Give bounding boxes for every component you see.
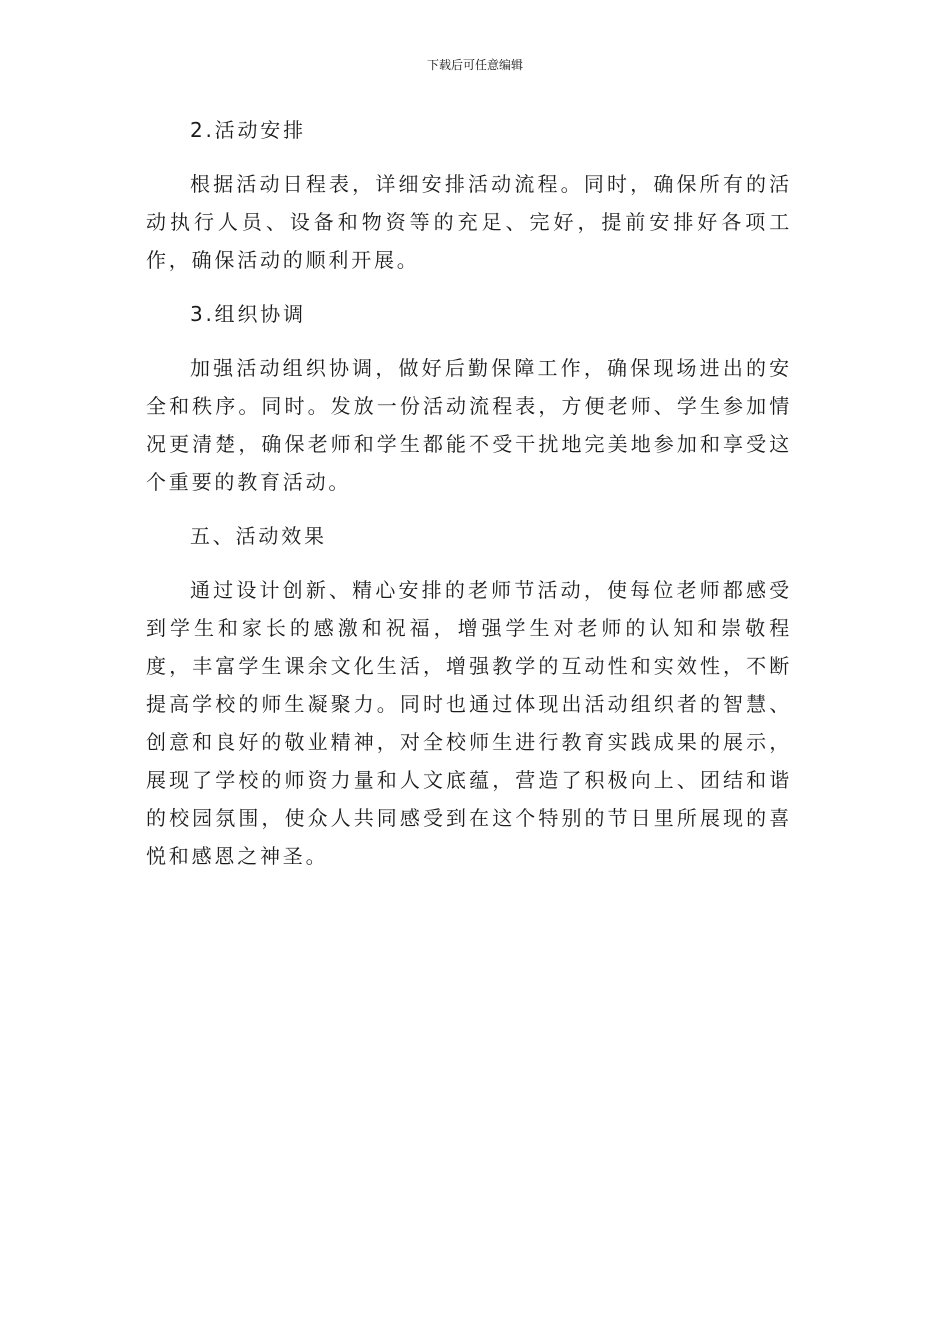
- paragraph-activity-arrangement: 根据活动日程表，详细安排活动流程。同时，确保所有的活动执行人员、设备和物资等的充足、完好，提前安排好各项工作，确保活动的顺利开展。: [146, 172, 792, 272]
- paragraph-coordination: 加强活动组织协调，做好后勤保障工作，确保现场进出的安全和秩序。同时。发放一份活动流程表，方便老师、学生参加情况更清楚，确保老师和学生都能不受干扰地完美地参加和享受这个重要的教育活动。: [146, 356, 792, 494]
- section-heading-coordination: 3.组织协调: [190, 302, 306, 326]
- paragraph-activity-effect: 通过设计创新、精心安排的老师节活动，使每位老师都感受到学生和家长的感激和祝福，增强学生对老师的认知和崇敬程度，丰富学生课余文化生活，增强教学的互动性和实效性，不断提高学校的师生凝聚力。同时也通过体现出活动组织者的智慧、创意和良好的敬业精神，对全校师生进行教育实践成果的展示，展现了学校的师资力量和人文底蕴，营造了积极向上、团结和谐的校园氛围，使众人共同感受到在这个特别的节日里所展现的喜悦和感恩之神圣。: [146, 578, 792, 868]
- page-header: 下载后可任意编辑: [426, 58, 523, 72]
- section-heading-activity-effect: 五、活动效果: [190, 524, 327, 548]
- document-body: [146, 111, 792, 891]
- section-heading-activity-arrangement: 2.活动安排: [190, 118, 306, 142]
